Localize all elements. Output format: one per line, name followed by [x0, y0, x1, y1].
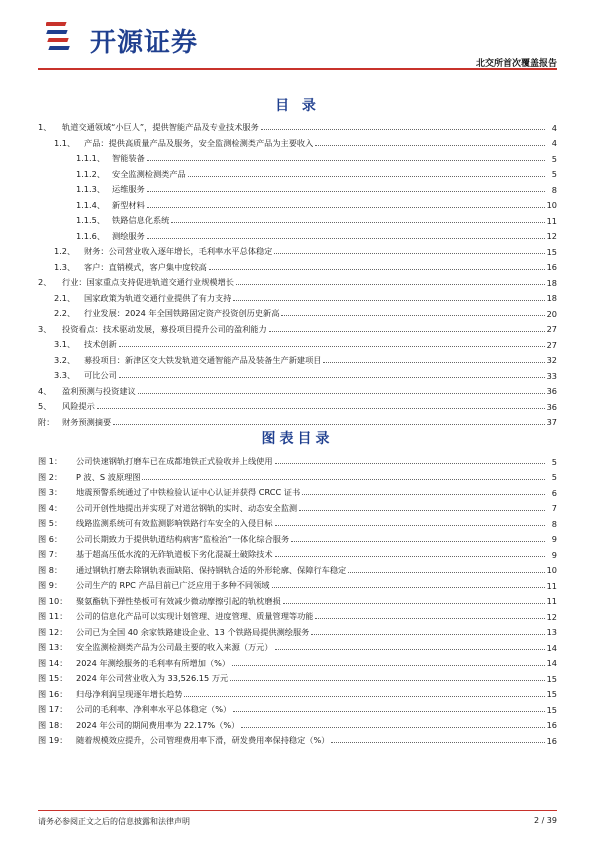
entry-title: 安全监测检测类产品 [112, 168, 186, 179]
entry-number: 3.2、 [54, 354, 76, 365]
figure-toc-entry[interactable] [38, 733, 557, 749]
entry-page-number: 5 [551, 456, 557, 467]
entry-number: 图 10： [38, 595, 68, 606]
entry-number: 图 3： [38, 487, 63, 498]
logo-text: 开源证券 [90, 28, 199, 58]
figure-toc-entry[interactable] [38, 470, 557, 486]
entry-number: 图 14： [38, 657, 68, 668]
entry-title: 2024 年公司营业收入为 33,526.15 万元 [76, 673, 229, 684]
toc-entry[interactable] [38, 368, 557, 384]
entry-title: 铁路信息化系统 [112, 215, 170, 226]
entry-title: 地震预警系统通过了中铁检验认证中心认证并获得 CRCC 证书 [76, 487, 301, 498]
entry-page-number: 15 [546, 689, 557, 700]
entry-page-number: 16 [546, 735, 557, 746]
entry-number: 1.1.5、 [76, 215, 106, 226]
entry-number: 图 13： [38, 642, 68, 653]
entry-title: 基于超高压低水流的无砟轨道板下劣化混凝土破除技术 [76, 549, 273, 560]
entry-page-number: 13 [546, 627, 557, 638]
footer-disclaimer: 请务必参阅正文之后的信息披露和法律声明 [38, 817, 190, 826]
report-type: 北交所首次覆盖报告 [475, 59, 557, 69]
entry-title: 公司的信息化产品可以实现计划管理、进度管理、质量管理等功能 [76, 611, 314, 622]
dot-leader [138, 393, 545, 394]
entry-title: 公司开创性地提出并实现了对道岔钢轨的实时、动态安全监测 [76, 502, 298, 513]
entry-number: 图 16： [38, 688, 68, 699]
dot-leader [311, 634, 544, 635]
figure-toc-entry[interactable] [38, 578, 557, 594]
entry-title: 线路监测系统可有效监测影响铁路行车安全的入侵目标 [76, 518, 273, 529]
entry-page-number: 11 [546, 596, 557, 607]
entry-title: 随着规模效应提升，公司管理费用率下滑，研发费用率保持稳定（%） [76, 735, 330, 746]
toc-list [38, 120, 557, 430]
toc-entry[interactable] [38, 229, 557, 245]
entry-number: 图 19： [38, 735, 68, 746]
entry-title: 聚氨酯轨下弹性垫板可有效减少微动摩擦引起的轨枕磨损 [76, 595, 281, 606]
entry-number: 2.1、 [54, 292, 76, 303]
figure-toc-entry[interactable] [38, 563, 557, 579]
dot-leader [331, 742, 544, 743]
figure-toc-entry[interactable] [38, 516, 557, 532]
dot-leader [274, 253, 544, 254]
entry-page-number: 4 [551, 138, 557, 149]
entry-title: 盈利预测与投资建议 [62, 385, 136, 396]
entry-number: 1.1.3、 [76, 184, 106, 195]
dot-leader [272, 587, 545, 588]
toc-title: 目 录 [275, 98, 320, 114]
figure-toc-entry[interactable] [38, 702, 557, 718]
entry-number: 附： [38, 416, 55, 427]
entry-title: 募投项目：新津区交大铁发轨道交通智能产品及装备生产新建项目 [84, 354, 322, 365]
entry-number: 1.1.1、 [76, 153, 106, 164]
dot-leader [233, 300, 544, 301]
dot-leader [142, 479, 545, 480]
dot-leader [269, 331, 545, 332]
toc-entry[interactable] [38, 182, 557, 198]
entry-number: 图 6： [38, 533, 63, 544]
entry-title: 公司生产的 RPC 产品目前已广泛应用于多种不同领域 [76, 580, 270, 591]
entry-number: 图 4： [38, 502, 63, 513]
entry-page-number: 10 [546, 200, 557, 211]
dot-leader [302, 494, 545, 495]
figure-toc-entry[interactable] [38, 718, 557, 734]
entry-page-number: 33 [546, 370, 557, 381]
dot-leader [232, 665, 545, 666]
entry-page-number: 20 [546, 308, 557, 319]
entry-title: 2024 年公司的期间费用率为 22.17%（%） [76, 719, 240, 730]
toc-entry[interactable] [38, 136, 557, 152]
dot-leader [348, 572, 544, 573]
dot-leader [147, 191, 545, 192]
entry-title: 公司已为全国 40 余家铁路建设企业、13 个铁路局提供测绘服务 [76, 626, 310, 637]
entry-number: 图 5： [38, 518, 63, 529]
entry-number: 3、 [38, 323, 52, 334]
dot-leader [281, 315, 544, 316]
entry-number: 1、 [38, 122, 52, 133]
dot-leader [119, 346, 545, 347]
entry-number: 1.1.2、 [76, 168, 106, 179]
entry-page-number: 5 [551, 153, 557, 164]
entry-page-number: 12 [546, 611, 557, 622]
entry-number: 图 9： [38, 580, 63, 591]
entry-number: 图 12： [38, 626, 68, 637]
header-divider [38, 68, 557, 70]
entry-number: 图 2： [38, 471, 63, 482]
entry-page-number: 11 [546, 580, 557, 591]
entry-page-number: 14 [546, 658, 557, 669]
toc-entry[interactable] [38, 244, 557, 260]
figure-toc-entry[interactable] [38, 501, 557, 517]
entry-page-number: 32 [546, 355, 557, 366]
entry-title: 财务：公司营业收入逐年增长，毛利率水平总体稳定 [84, 246, 273, 257]
dot-leader [147, 238, 545, 239]
dot-leader [283, 603, 545, 604]
figure-toc-entry[interactable] [38, 532, 557, 548]
entry-page-number: 4 [551, 122, 557, 133]
toc-entry[interactable] [38, 306, 557, 322]
figure-toc-title: 图表目录 [261, 431, 334, 447]
entry-page-number: 16 [546, 262, 557, 273]
entry-number: 图 7： [38, 549, 63, 560]
dot-leader [315, 145, 545, 146]
entry-page-number: 27 [546, 324, 557, 335]
dot-leader [113, 424, 544, 425]
entry-title: 可比公司 [84, 370, 117, 381]
figure-toc-list [38, 454, 557, 749]
toc-entry[interactable] [38, 167, 557, 183]
entry-page-number: 8 [551, 184, 557, 195]
entry-title: 通过钢轨打磨去除钢轨表面缺陷、保持钢轨合适的外形轮廓、保障行车稳定 [76, 564, 347, 575]
dot-leader [315, 618, 544, 619]
entry-title: 安全监测检测类产品为公司最主要的收入来源（万元） [76, 642, 273, 653]
dot-leader [299, 510, 545, 511]
entry-number: 2.2、 [54, 308, 76, 319]
entry-title: 测绘服务 [112, 230, 145, 241]
dot-leader [147, 207, 545, 208]
figure-toc-entry[interactable] [38, 671, 557, 687]
dot-leader [147, 160, 545, 161]
dot-leader [233, 711, 544, 712]
figure-toc-entry[interactable] [38, 687, 557, 703]
entry-title: 投资看点：技术驱动发展，募投项目提升公司的盈利能力 [62, 323, 267, 334]
entry-number: 1.1、 [54, 137, 76, 148]
dot-leader [184, 696, 544, 697]
figure-toc-entry[interactable] [38, 485, 557, 501]
entry-page-number: 9 [551, 549, 557, 560]
entry-page-number: 37 [546, 417, 557, 428]
entry-page-number: 18 [546, 277, 557, 288]
toc-entry[interactable] [38, 120, 557, 136]
toc-entry[interactable] [38, 198, 557, 214]
entry-number: 图 18： [38, 719, 68, 730]
entry-page-number: 36 [546, 401, 557, 412]
logo-mark-icon [46, 18, 80, 54]
entry-title: 归母净利润呈现逐年增长趋势 [76, 688, 183, 699]
entry-title: 公司快速钢轨打磨车已在成都地铁正式验收并上线使用 [76, 456, 273, 467]
dot-leader [275, 556, 545, 557]
entry-page-number: 18 [546, 293, 557, 304]
toc-entry[interactable] [38, 291, 557, 307]
entry-page-number: 15 [546, 673, 557, 684]
entry-page-number: 7 [551, 503, 557, 514]
entry-title: 轨道交通领域“小巨人”，提供智能产品及专业技术服务 [62, 122, 259, 133]
entry-title: 行业：国家重点支持促进轨道交通行业规模增长 [62, 277, 234, 288]
entry-page-number: 15 [546, 704, 557, 715]
toc-entry[interactable] [38, 322, 557, 338]
entry-page-number: 12 [546, 231, 557, 242]
entry-number: 图 17： [38, 704, 68, 715]
entry-number: 4、 [38, 385, 52, 396]
entry-title: 产品：提供高质量产品及服务，安全监测检测类产品为主要收入 [84, 137, 314, 148]
dot-leader [119, 377, 545, 378]
figure-toc-entry[interactable] [38, 656, 557, 672]
entry-number: 图 8： [38, 564, 63, 575]
dot-leader [261, 129, 545, 130]
toc-entry[interactable] [38, 353, 557, 369]
dot-leader [171, 222, 544, 223]
entry-number: 图 11： [38, 611, 68, 622]
entry-page-number: 8 [551, 518, 557, 529]
entry-page-number: 10 [546, 565, 557, 576]
entry-page-number: 6 [551, 487, 557, 498]
entry-title: 行业发展：2024 年全国铁路固定资产投资创历史新高 [84, 308, 280, 319]
entry-page-number: 15 [546, 246, 557, 257]
entry-number: 2、 [38, 277, 52, 288]
entry-page-number: 14 [546, 642, 557, 653]
figure-toc-entry[interactable] [38, 640, 557, 656]
entry-page-number: 5 [551, 472, 557, 483]
dot-leader [209, 269, 545, 270]
dot-leader [275, 525, 545, 526]
footer-divider [38, 810, 557, 811]
dot-leader [97, 408, 545, 409]
entry-title: 智能装备 [112, 153, 145, 164]
dot-leader [241, 727, 544, 728]
entry-page-number: 27 [546, 339, 557, 350]
toc-entry[interactable] [38, 337, 557, 353]
entry-number: 1.3、 [54, 261, 76, 272]
entry-number: 1.1.4、 [76, 199, 106, 210]
entry-number: 图 15： [38, 673, 68, 684]
dot-leader [275, 463, 545, 464]
toc-entry[interactable] [38, 384, 557, 400]
toc-entry[interactable] [38, 260, 557, 276]
entry-title: 运维服务 [112, 184, 145, 195]
entry-page-number: 5 [551, 169, 557, 180]
dot-leader [188, 176, 545, 177]
figure-toc-entry[interactable] [38, 594, 557, 610]
figure-toc-entry[interactable] [38, 454, 557, 470]
dot-leader [230, 680, 544, 681]
entry-title: 财务预测摘要 [62, 416, 112, 427]
entry-page-number: 16 [546, 720, 557, 731]
entry-number: 图 1： [38, 456, 63, 467]
entry-number: 1.2、 [54, 246, 76, 257]
toc-entry[interactable] [38, 399, 557, 415]
entry-page-number: 11 [546, 215, 557, 226]
figure-toc-entry[interactable] [38, 547, 557, 563]
toc-entry[interactable] [38, 151, 557, 167]
toc-entry[interactable] [38, 275, 557, 291]
entry-title: 新型材料 [112, 199, 145, 210]
entry-page-number: 36 [546, 386, 557, 397]
dot-leader [275, 649, 545, 650]
figure-toc-entry[interactable] [38, 609, 557, 625]
entry-title: 公司长期致力于提供轨道结构病害“监检治”一体化综合服务 [76, 533, 290, 544]
page-header [0, 0, 595, 70]
entry-number: 3.3、 [54, 370, 76, 381]
figure-toc-entry[interactable] [38, 625, 557, 641]
entry-number: 3.1、 [54, 339, 76, 350]
dot-leader [323, 362, 544, 363]
dot-leader [236, 284, 545, 285]
entry-title: 2024 年测绘服务的毛利率有所增加（%） [76, 657, 231, 668]
entry-title: 国家政策为轨道交通行业提供了有力支持 [84, 292, 232, 303]
entry-title: 客户：直销模式，客户集中度较高 [84, 261, 207, 272]
entry-title: P 波、S 波原理图 [76, 471, 141, 482]
page-number: 2 / 39 [533, 816, 557, 825]
entry-title: 公司的毛利率、净利率水平总体稳定（%） [76, 704, 232, 715]
toc-entry[interactable] [38, 213, 557, 229]
company-logo [46, 18, 236, 58]
entry-number: 5、 [38, 401, 52, 412]
entry-page-number: 9 [551, 534, 557, 545]
entry-title: 风险提示 [62, 401, 95, 412]
entry-title: 技术创新 [84, 339, 117, 350]
entry-number: 1.1.6、 [76, 230, 106, 241]
dot-leader [291, 541, 545, 542]
